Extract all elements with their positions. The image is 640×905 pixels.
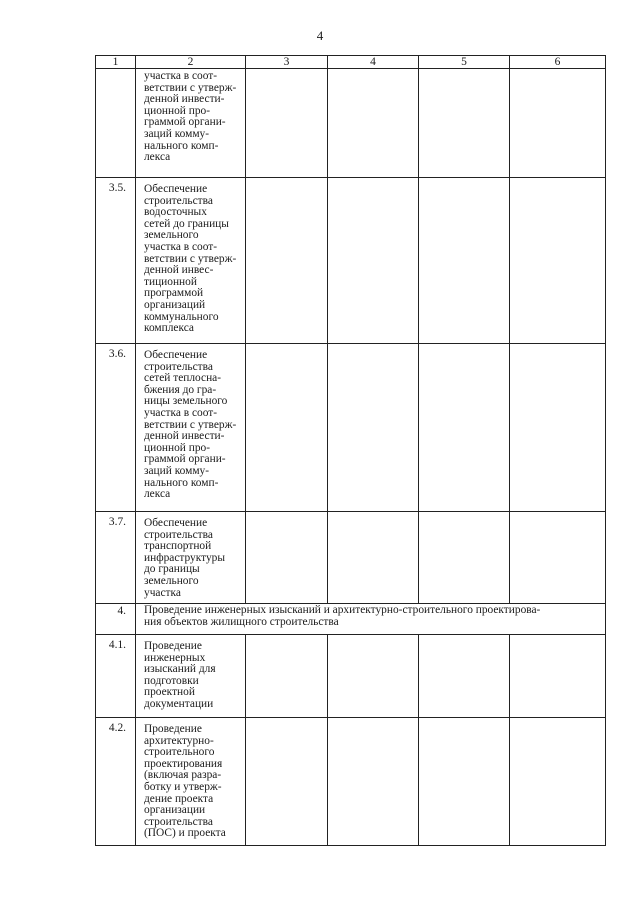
description-line: земельного: [144, 229, 199, 242]
description-line: (ПОС) и проекта: [144, 827, 226, 840]
description-line: Обеспечение: [144, 517, 208, 529]
description-line: сетей до границы: [144, 217, 229, 230]
row-description: [136, 178, 246, 344]
row-description: [136, 69, 246, 178]
description-line: водосточных: [144, 206, 207, 219]
description-line: подготовки: [144, 674, 199, 687]
description-line: архитектурно-: [144, 734, 214, 747]
description-line: ницы земельного: [144, 395, 228, 408]
section-heading-line: ния объектов жилищного строительства: [144, 615, 339, 628]
description-line: изысканий для: [144, 663, 216, 676]
description-line: инфраструктуры: [144, 551, 225, 564]
row-number: 4.: [96, 604, 136, 635]
description-line: документации: [144, 697, 214, 710]
description-line: участка: [144, 586, 181, 599]
description-line: лекса: [144, 151, 171, 164]
description-line: ветствии с утверж-: [144, 418, 237, 431]
empty-cell: [419, 718, 510, 846]
description-line: бжения до гра-: [144, 383, 217, 396]
table-row: [96, 178, 606, 344]
description-line: строительства: [144, 528, 213, 541]
description-line: ветствии с утверж-: [144, 81, 237, 94]
description-line: ционной про-: [144, 104, 210, 117]
description-line: Проведение: [144, 723, 202, 735]
description-line: дение проекта: [144, 792, 214, 805]
description-line: Обеспечение: [144, 349, 208, 361]
empty-cell: [419, 69, 510, 178]
row-description: [136, 344, 246, 512]
empty-cell: [246, 344, 328, 512]
empty-cell: [510, 178, 606, 344]
table-row: [96, 718, 606, 846]
description-line: тиционной: [144, 275, 197, 288]
description-line: участка в соот-: [144, 240, 218, 253]
description-line: участка в соот-: [144, 406, 218, 419]
empty-cell: [246, 69, 328, 178]
table-row: [96, 69, 606, 178]
row-number: 3.7.: [96, 512, 136, 604]
column-number-row: [96, 56, 606, 69]
empty-cell: [419, 344, 510, 512]
description-line: ветствии с утверж-: [144, 252, 237, 265]
table-row: [96, 635, 606, 718]
description-line: строительного: [144, 746, 215, 759]
empty-cell: [328, 344, 419, 512]
table-row: [96, 512, 606, 604]
empty-cell: [419, 635, 510, 718]
empty-cell: [510, 512, 606, 604]
description-line: денной инвести-: [144, 93, 225, 106]
column-number-cell: 6: [510, 56, 606, 69]
row-number: 4.1.: [96, 635, 136, 718]
description-line: ционной про-: [144, 441, 210, 454]
empty-cell: [510, 718, 606, 846]
column-number-cell: 5: [419, 56, 510, 69]
description-line: денной инвес-: [144, 264, 214, 277]
section-heading: [136, 604, 606, 635]
description-line: строительства: [144, 194, 213, 207]
description-line: участка в соот-: [144, 70, 218, 82]
description-line: денной инвести-: [144, 430, 225, 443]
description-line: строительства: [144, 815, 213, 828]
description-line: лекса: [144, 488, 171, 501]
empty-cell: [419, 178, 510, 344]
description-line: строительства: [144, 360, 213, 373]
empty-cell: [328, 635, 419, 718]
column-number-cell: 4: [328, 56, 419, 69]
column-number-cell: 1: [96, 56, 136, 69]
empty-cell: [419, 512, 510, 604]
description-line: организации: [144, 804, 206, 817]
page-number: 4: [316, 28, 324, 43]
description-line: проектной: [144, 686, 195, 699]
description-line: сетей теплосна-: [144, 372, 222, 385]
description-line: нального комп-: [144, 476, 219, 489]
description-line: организаций: [144, 298, 206, 311]
empty-cell: [510, 635, 606, 718]
description-line: ботку и утверж-: [144, 780, 222, 793]
empty-cell: [246, 512, 328, 604]
description-line: граммой органи-: [144, 116, 226, 129]
empty-cell: [510, 344, 606, 512]
row-description: [136, 718, 246, 846]
empty-cell: [328, 69, 419, 178]
description-line: граммой органи-: [144, 453, 226, 466]
description-line: земельного: [144, 574, 199, 587]
row-description: [136, 512, 246, 604]
column-number-cell: 2: [136, 56, 246, 69]
description-line: транспортной: [144, 540, 212, 553]
empty-cell: [510, 69, 606, 178]
empty-cell: [246, 178, 328, 344]
empty-cell: [246, 635, 328, 718]
row-number: 3.6.: [96, 344, 136, 512]
description-line: проектирования: [144, 757, 223, 770]
row-number: [96, 69, 136, 178]
description-line: программой: [144, 287, 204, 300]
description-line: нального комп-: [144, 139, 219, 152]
row-description: [136, 635, 246, 718]
empty-cell: [328, 178, 419, 344]
description-line: инженерных: [144, 651, 206, 664]
document-table: [95, 55, 606, 846]
description-line: комплекса: [144, 322, 194, 335]
description-line: заций комму-: [144, 127, 210, 140]
section-heading-line: Проведение инженерных изысканий и архитектурно-строительного проектирова-: [144, 604, 541, 616]
description-line: Проведение: [144, 640, 202, 652]
row-number: 4.2.: [96, 718, 136, 846]
empty-cell: [328, 512, 419, 604]
section-row: [96, 604, 606, 635]
empty-cell: [328, 718, 419, 846]
empty-cell: [246, 718, 328, 846]
row-number: 3.5.: [96, 178, 136, 344]
description-line: коммунального: [144, 310, 219, 323]
description-line: до границы: [144, 563, 200, 576]
description-line: Обеспечение: [144, 183, 208, 195]
table-row: [96, 344, 606, 512]
description-line: (включая разра-: [144, 769, 222, 782]
description-line: заций комму-: [144, 464, 210, 477]
column-number-cell: 3: [246, 56, 328, 69]
